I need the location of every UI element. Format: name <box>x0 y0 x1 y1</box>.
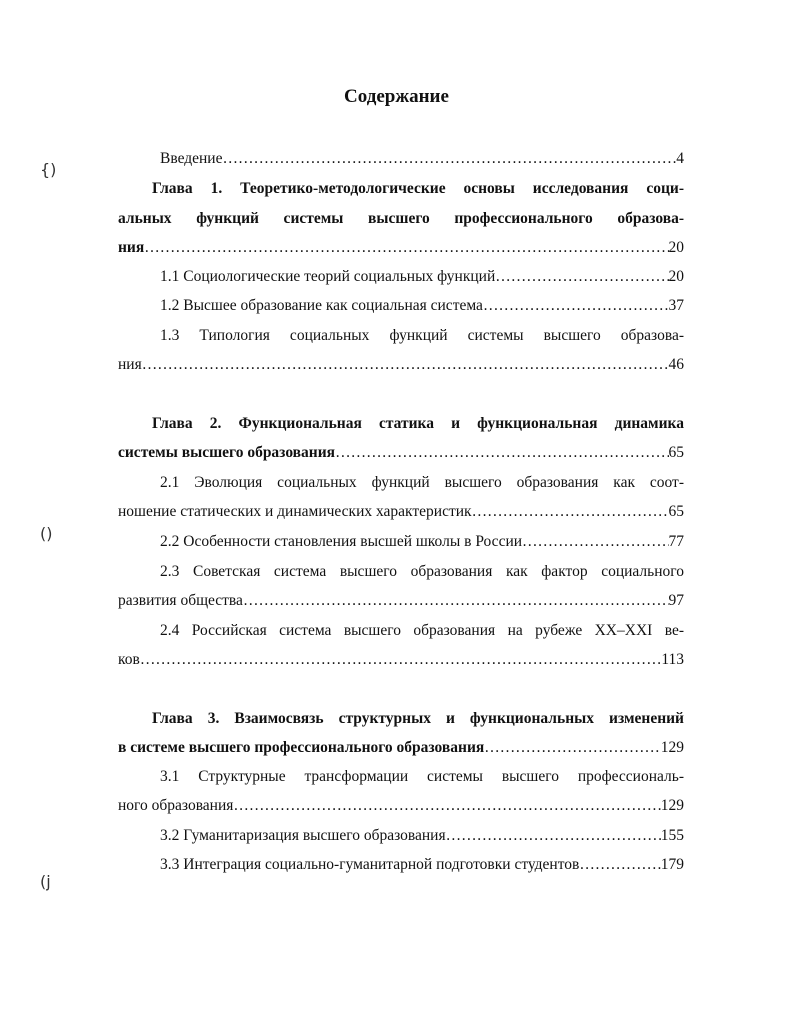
toc-entry-text: ния <box>118 239 145 256</box>
margin-mark: () <box>40 524 53 543</box>
dot-leader <box>446 825 661 847</box>
toc-entry-intro[interactable] <box>118 148 684 170</box>
dot-leader <box>472 501 669 523</box>
dot-leader <box>243 590 669 612</box>
margin-mark: (j <box>40 872 51 891</box>
toc-entry-text: ношение статических и динамических характеристик <box>118 503 472 520</box>
toc-chapter-3-line-1[interactable]: Глава 3. Взаимосвязь структурных и функциональных изменений <box>152 710 684 727</box>
margin-mark: {) <box>40 160 57 179</box>
toc-page-number: 20 <box>668 239 684 256</box>
dot-leader <box>483 295 669 317</box>
toc-entry-text: ков <box>118 651 140 668</box>
toc-section-1-1[interactable] <box>118 266 684 288</box>
toc-entry-text: 3.3 Интеграция социально-гуманитарной подготовки студентов <box>160 856 580 873</box>
toc-entry-text: системы высшего образования <box>118 444 336 461</box>
toc-chapter-1-line-3[interactable] <box>118 237 684 259</box>
toc-page-number: 97 <box>668 592 684 609</box>
toc-section-3-3[interactable] <box>118 854 684 876</box>
toc-chapter-1-line-1[interactable]: Глава 1. Теоретико-методологические основы исследования соци- <box>152 180 684 197</box>
toc-section-2-3-line-2[interactable] <box>118 590 684 612</box>
toc-page-number: 113 <box>661 651 684 668</box>
dot-leader <box>335 442 668 464</box>
toc-section-3-1-line-2[interactable] <box>118 795 684 817</box>
toc-chapter-2-line-1[interactable]: Глава 2. Функциональная статика и функциональная динамика <box>152 415 684 432</box>
toc-page-number: 20 <box>668 268 684 285</box>
toc-chapter-2-line-2[interactable] <box>118 442 684 464</box>
toc-entry-text: ного образования <box>118 797 234 814</box>
toc-page-number: 46 <box>668 356 684 373</box>
dot-leader <box>142 354 669 376</box>
toc-section-1-2[interactable] <box>118 295 684 317</box>
dot-leader <box>222 148 676 170</box>
dot-leader <box>579 854 660 876</box>
toc-section-2-2[interactable] <box>118 531 684 553</box>
toc-section-3-1-line-1[interactable]: 3.1 Структурные трансформации системы высшего профессиональ- <box>160 768 684 785</box>
toc-chapter-3-line-2[interactable] <box>118 737 684 759</box>
toc-page-number: 155 <box>660 827 684 844</box>
toc-section-1-3-line-2[interactable] <box>118 354 684 376</box>
toc-entry-text: 1.1 Социологические теорий социальных функций <box>160 268 496 285</box>
toc-page-number: 37 <box>668 297 684 314</box>
toc-entry-text: Введение <box>160 150 223 167</box>
toc-page-number: 129 <box>660 739 684 756</box>
toc-page-number: 179 <box>660 856 684 873</box>
toc-section-1-3-line-1[interactable]: 1.3 Типология социальных функций системы высшего образова- <box>160 327 684 344</box>
toc-entry-text: развития общества <box>118 592 243 609</box>
page-title: Содержание <box>344 86 449 107</box>
dot-leader <box>495 266 668 288</box>
toc-page-number: 65 <box>668 444 684 461</box>
toc-entry-text: 2.2 Особенности становления высшей школы в России <box>160 533 523 550</box>
toc-section-3-2[interactable] <box>118 825 684 847</box>
toc-entry-text: 1.2 Высшее образование как социальная система <box>160 297 483 314</box>
toc-page-number: 4 <box>676 150 684 167</box>
dot-leader <box>233 795 660 817</box>
toc-entry-text: в системе высшего профессионального образования <box>118 739 485 756</box>
toc-section-2-4-line-1[interactable]: 2.4 Российская система высшего образования на рубеже XX–XXI ве- <box>160 622 684 639</box>
toc-page-number: 77 <box>668 533 684 550</box>
dot-leader <box>484 737 660 759</box>
toc-section-2-4-line-2[interactable] <box>118 649 684 671</box>
toc-section-2-1-line-1[interactable]: 2.1 Эволюция социальных функций высшего образования как соот- <box>160 474 684 491</box>
toc-section-2-3-line-1[interactable]: 2.3 Советская система высшего образования как фактор социального <box>160 563 684 580</box>
toc-page-number: 65 <box>668 503 684 520</box>
toc-chapter-1-line-2[interactable]: альных функций системы высшего профессионального образова- <box>118 210 684 227</box>
toc-entry-text: 3.2 Гуманитаризация высшего образования <box>160 827 446 844</box>
dot-leader <box>144 237 668 259</box>
toc-page-number: 129 <box>660 797 684 814</box>
dot-leader <box>140 649 662 671</box>
dot-leader <box>522 531 668 553</box>
toc-entry-text: ния <box>118 356 142 373</box>
toc-section-2-1-line-2[interactable] <box>118 501 684 523</box>
